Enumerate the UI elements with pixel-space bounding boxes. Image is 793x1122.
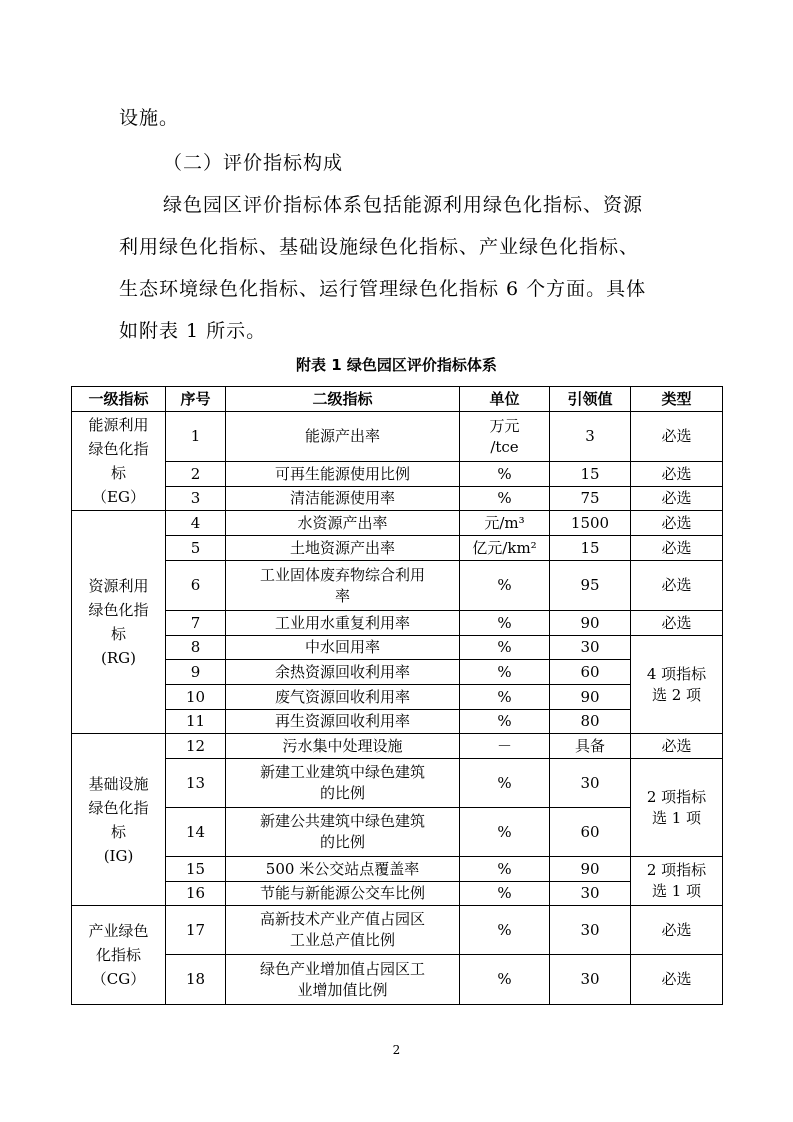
row-indicator: 工业用水重复利用率: [226, 611, 460, 636]
table-row: [72, 412, 723, 462]
row-no: 14: [166, 808, 226, 857]
row-indicator: 节能与新能源公交车比例: [226, 882, 460, 906]
category-cell: [72, 734, 166, 906]
row-unit: %: [460, 759, 550, 808]
row-type: 必选: [631, 487, 723, 511]
row-indicator: 清洁能源使用率: [226, 487, 460, 511]
page-number: 2: [392, 1043, 401, 1057]
row-no: 11: [166, 710, 226, 734]
row-unit: %: [460, 660, 550, 685]
row-type: 必选: [631, 536, 723, 561]
category-text: 标: [110, 464, 126, 482]
indicator-text: 业增加值比例: [297, 980, 388, 999]
row-no: 15: [166, 857, 226, 882]
type-text: 选 1 项: [651, 882, 702, 900]
indicator-table: [71, 386, 723, 1005]
indicator-text: 工业总产值比例: [289, 931, 395, 949]
row-no: 12: [166, 734, 226, 759]
row-no: 5: [166, 536, 226, 561]
category-text: 化指标: [95, 946, 141, 964]
row-no: 6: [166, 561, 226, 611]
row-no: 2: [166, 462, 226, 487]
category-cell: [72, 412, 166, 511]
indicator-text: 绿色产业增加值占园区工: [259, 959, 425, 978]
category-text: 标: [110, 625, 126, 643]
table-row: [72, 857, 723, 882]
table-row: [72, 906, 723, 955]
table-row: [72, 462, 723, 487]
row-no: 16: [166, 882, 226, 906]
type-text: 4 项指标: [646, 664, 707, 683]
table-header-row: [72, 387, 723, 412]
row-value: 30: [550, 759, 631, 808]
category-text: 绿色化指: [88, 601, 149, 619]
row-indicator: 污水集中处理设施: [226, 734, 460, 759]
row-type: 必选: [631, 561, 723, 611]
table-row: [72, 487, 723, 511]
table-row: [72, 759, 723, 808]
indicator-text: 率: [334, 586, 350, 605]
row-unit: %: [460, 882, 550, 906]
row-type: 必选: [631, 955, 723, 1005]
paragraph-line: 利用绿色化指标、基础设施绿色化指标、产业绿色化指标、: [119, 236, 640, 258]
paragraph-line: 设施。: [119, 107, 180, 129]
row-type: 必选: [631, 462, 723, 487]
row-unit: %: [460, 685, 550, 710]
row-value: 60: [550, 660, 631, 685]
row-no: 1: [166, 412, 226, 462]
header-type: 类型: [631, 387, 723, 412]
header-value: 引领值: [550, 387, 631, 412]
unit-text: /tce: [490, 437, 519, 456]
row-indicator: 再生资源回收利用率: [226, 710, 460, 734]
category-text: 产业绿色: [88, 922, 149, 940]
row-no: 8: [166, 636, 226, 660]
category-text: 资源利用: [88, 577, 149, 595]
row-indicator: 余热资源回收利用率: [226, 660, 460, 685]
row-value: 具备: [550, 734, 631, 759]
row-no: 4: [166, 511, 226, 536]
paragraph-line: 绿色园区评价指标体系包括能源利用绿色化指标、资源: [163, 194, 644, 216]
header-no: 序号: [166, 387, 226, 412]
row-unit: %: [460, 857, 550, 882]
table-row: [72, 882, 723, 906]
category-text: 标: [110, 822, 126, 841]
row-no: 13: [166, 759, 226, 808]
category-text: （EG）: [92, 488, 145, 506]
row-value: 15: [550, 462, 631, 487]
header-level2: 二级指标: [226, 387, 460, 412]
row-indicator: 水资源产出率: [226, 511, 460, 536]
section-heading: （二）评价指标构成: [163, 152, 344, 174]
row-no: 10: [166, 685, 226, 710]
row-no: 7: [166, 611, 226, 636]
row-indicator: [226, 561, 460, 611]
row-value: 1500: [550, 511, 631, 536]
row-indicator: [226, 808, 460, 857]
row-value: 75: [550, 487, 631, 511]
row-value: 90: [550, 857, 631, 882]
category-text: 绿色化指: [88, 440, 149, 458]
row-unit: 元/m³: [460, 511, 550, 536]
table-row: [72, 685, 723, 710]
row-unit: %: [460, 636, 550, 660]
row-unit: %: [460, 462, 550, 487]
category-text: (RG): [101, 649, 136, 667]
category-text: (IG): [103, 846, 134, 865]
table-row: [72, 611, 723, 636]
row-indicator: 中水回用率: [226, 636, 460, 660]
category-text: 基础设施: [88, 774, 149, 793]
header-level1: 一级指标: [72, 387, 166, 412]
row-no: 17: [166, 906, 226, 955]
row-indicator: 能源产出率: [226, 412, 460, 462]
row-value: 30: [550, 906, 631, 955]
row-indicator: 可再生能源使用比例: [226, 462, 460, 487]
row-indicator: 500 米公交站点覆盖率: [226, 857, 460, 882]
category-cell: [72, 511, 166, 734]
row-unit: %: [460, 487, 550, 511]
row-value: 30: [550, 955, 631, 1005]
table-row: [72, 955, 723, 1005]
header-unit: 单位: [460, 387, 550, 412]
type-text: 2 项指标: [646, 787, 707, 806]
row-value: 30: [550, 636, 631, 660]
row-indicator: 土地资源产出率: [226, 536, 460, 561]
category-text: 能源利用: [88, 416, 149, 434]
category-cell: [72, 906, 166, 1005]
table-row: [72, 561, 723, 611]
row-value: 15: [550, 536, 631, 561]
row-indicator: [226, 759, 460, 808]
table-row: [72, 710, 723, 734]
row-value: 90: [550, 611, 631, 636]
row-indicator: 废气资源回收利用率: [226, 685, 460, 710]
row-type: 必选: [631, 412, 723, 462]
indicator-text: 的比例: [319, 784, 365, 802]
row-unit: %: [460, 808, 550, 857]
table-row: [72, 660, 723, 685]
row-unit: %: [460, 611, 550, 636]
row-unit: %: [460, 906, 550, 955]
table-row: [72, 536, 723, 561]
row-unit: %: [460, 955, 550, 1005]
type-text: 选 2 项: [651, 685, 702, 704]
paragraph-line: 如附表 1 所示。: [119, 320, 267, 342]
unit-text: 万元: [489, 416, 520, 435]
row-value: 30: [550, 882, 631, 906]
row-no: 18: [166, 955, 226, 1005]
category-text: （CG）: [91, 970, 146, 988]
row-type: 必选: [631, 734, 723, 759]
table-row: [72, 636, 723, 660]
row-type: [631, 857, 723, 906]
row-value: 90: [550, 685, 631, 710]
row-type: 必选: [631, 511, 723, 536]
row-type: [631, 636, 723, 734]
row-value: 95: [550, 561, 631, 611]
row-indicator: [226, 955, 460, 1005]
row-unit: [460, 412, 550, 462]
indicator-text: 的比例: [319, 833, 365, 851]
category-text: 绿色化指: [88, 798, 149, 817]
indicator-text: 新建公共建筑中绿色建筑: [259, 812, 425, 830]
indicator-text: 高新技术产业产值占园区: [259, 910, 425, 928]
indicator-text: 新建工业建筑中绿色建筑: [259, 763, 425, 781]
row-no: 9: [166, 660, 226, 685]
row-indicator: [226, 906, 460, 955]
row-type: [631, 759, 723, 857]
indicator-text: 工业固体废弃物综合利用: [259, 565, 425, 584]
row-unit: %: [460, 710, 550, 734]
row-unit: －: [460, 734, 550, 759]
type-text: 2 项指标: [646, 861, 707, 879]
row-no: 3: [166, 487, 226, 511]
table-caption: 附表 1 绿色园区评价指标体系: [296, 356, 497, 374]
row-value: 60: [550, 808, 631, 857]
type-text: 选 1 项: [651, 808, 702, 827]
row-unit: %: [460, 561, 550, 611]
row-value: 80: [550, 710, 631, 734]
row-value: 3: [550, 412, 631, 462]
row-unit: 亿元/km²: [460, 536, 550, 561]
row-type: 必选: [631, 906, 723, 955]
row-type: 必选: [631, 611, 723, 636]
paragraph-line: 生态环境绿色化指标、运行管理绿色化指标 6 个方面。具体: [119, 278, 647, 300]
table-row: [72, 734, 723, 759]
table-row: [72, 511, 723, 536]
table-row: [72, 808, 723, 857]
